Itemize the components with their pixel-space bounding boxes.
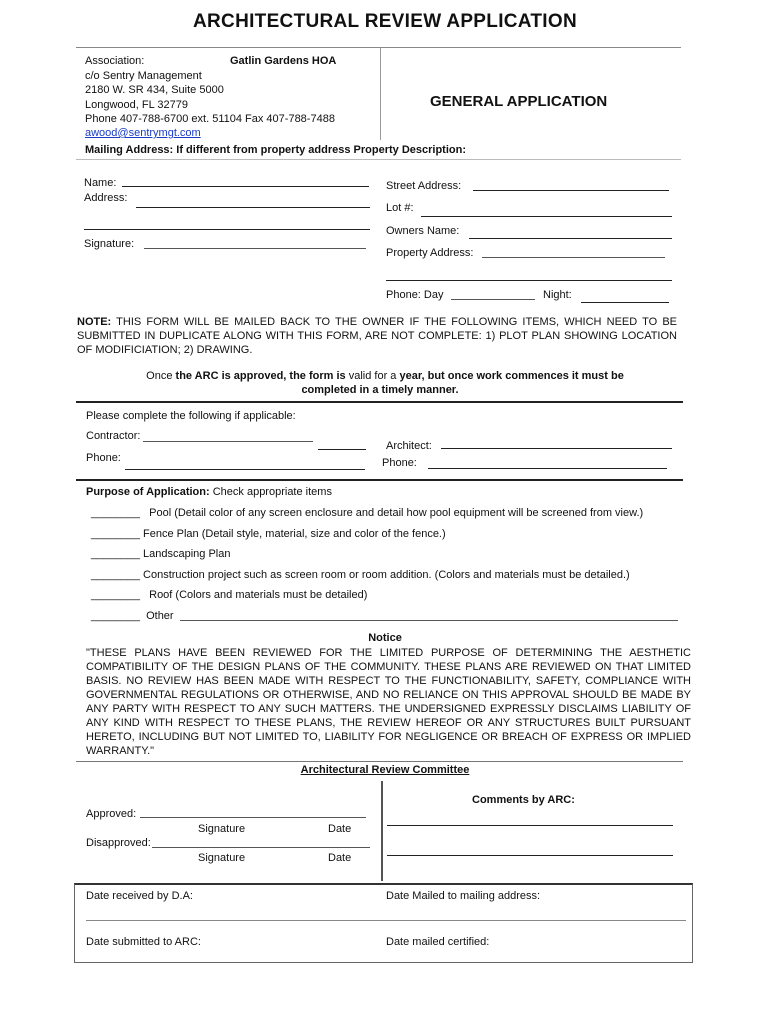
committee-title: Architectural Review Committee (300, 764, 470, 776)
architect-field[interactable] (441, 448, 672, 449)
association-email-link[interactable]: awood@sentrymgt.com (85, 127, 201, 139)
purpose-heading (86, 486, 332, 498)
architect-label: Architect: (386, 440, 432, 452)
name-field[interactable] (122, 186, 369, 187)
checkbox-blank[interactable]: ________ (91, 528, 140, 540)
name-label: Name: (84, 177, 117, 189)
contractor-phone-label: Phone: (86, 452, 121, 464)
purpose-hint: Check appropriate items (212, 486, 332, 498)
architect-phone-field[interactable] (428, 468, 667, 469)
note-paragraph (77, 315, 677, 357)
purpose-item-label: Pool (Detail color of any screen enclosure and detail how pool equipment will be screened from view.) (149, 507, 644, 519)
disapproved-signature-caption: Signature (198, 852, 246, 864)
property-address-label: Property Address: (386, 247, 474, 259)
date-submitted-label: Date submitted to ARC: (86, 936, 201, 948)
comments-label: Comments by ARC: (472, 794, 575, 806)
purpose-item-fence[interactable] (91, 528, 446, 540)
committee-divider (381, 781, 383, 881)
checkbox-blank[interactable]: ________ (91, 548, 140, 560)
purpose-top-rule (76, 479, 683, 481)
association-label: Association: (85, 55, 145, 67)
contractor-field-extension[interactable] (318, 449, 366, 450)
owners-name-label: Owners Name: (386, 225, 460, 237)
date-received-label: Date received by D.A: (86, 890, 193, 902)
general-application-heading: GENERAL APPLICATION (430, 93, 608, 110)
signature-label: Signature: (84, 238, 135, 250)
purpose-item-label: Roof (Colors and materials must be detailed) (149, 589, 368, 601)
disapproved-label: Disapproved: (86, 837, 151, 849)
arc-text-part: the ARC is approved, the form is (175, 370, 346, 382)
address-field-line-2[interactable] (84, 229, 370, 230)
lot-field[interactable] (421, 216, 672, 217)
disapproved-signature-field[interactable] (152, 847, 370, 848)
approved-date-caption: Date (328, 823, 352, 835)
committee-top-rule (76, 761, 683, 762)
phone-day-label: Phone: Day (386, 289, 444, 301)
arc-approved-line-2: completed in a timely manner. (301, 384, 459, 396)
purpose-item-label: Construction project such as screen room or room addition. (Colors and materials must be detailed.) (143, 569, 630, 581)
purpose-item-pool[interactable] (91, 507, 643, 519)
office-use-divider (86, 920, 686, 921)
contractor-top-rule (76, 401, 683, 403)
note-text: THIS FORM WILL BE MAILED BACK TO THE OWNER IF THE FOLLOWING ITEMS, WHICH NEED TO BE SUBMITTED IN DUPLICATE ALONG WITH THIS FORM, ARE NOT COMPLETE: 1) PLOT PLAN SHOWING LOCATION OF MODIFICIATION; 2) DRAWING. (77, 316, 677, 356)
arc-text-part: valid for a (345, 370, 400, 382)
mailing-address-header: Mailing Address: If different from property address Property Description: (85, 144, 466, 156)
architect-phone-label: Phone: (382, 457, 417, 469)
arc-text-part: year, but once work commences it must be (399, 370, 624, 382)
street-address-label: Street Address: (386, 180, 462, 192)
purpose-item-landscaping[interactable] (91, 548, 230, 560)
contractor-phone-field[interactable] (125, 469, 365, 470)
checkbox-blank[interactable]: ________ (91, 610, 140, 622)
purpose-item-other[interactable] (91, 610, 174, 622)
street-address-field[interactable] (473, 190, 669, 191)
purpose-item-label: Fence Plan (Detail style, material, size and color of the fence.) (143, 528, 446, 540)
contractor-field[interactable] (143, 441, 313, 442)
disapproved-date-caption: Date (328, 852, 352, 864)
property-address-field[interactable] (482, 257, 665, 258)
night-phone-field[interactable] (581, 302, 669, 303)
note-label: NOTE: (77, 316, 112, 328)
checkbox-blank[interactable]: ________ (91, 569, 140, 581)
night-label: Night: (543, 289, 572, 301)
association-name: Gatlin Gardens HOA (230, 55, 337, 67)
contractor-intro: Please complete the following if applicable: (86, 410, 296, 422)
arc-text-part: Once (146, 370, 176, 382)
header-divider (380, 48, 381, 140)
comments-field-line-1[interactable] (387, 825, 673, 826)
page-title: ARCHITECTURAL REVIEW APPLICATION (193, 11, 577, 32)
owners-name-field[interactable] (469, 238, 672, 239)
purpose-item-roof[interactable] (91, 589, 367, 601)
contractor-label: Contractor: (86, 430, 141, 442)
notice-title: Notice (368, 632, 402, 644)
mailing-divider (76, 159, 681, 160)
approved-label: Approved: (86, 808, 137, 820)
comments-field-line-2[interactable] (387, 855, 673, 856)
association-line: c/o Sentry Management (85, 70, 202, 82)
checkbox-blank[interactable]: ________ (91, 589, 140, 601)
date-certified-label: Date mailed certified: (386, 936, 490, 948)
checkbox-blank[interactable]: ________ (91, 507, 140, 519)
title-divider (76, 47, 681, 48)
purpose-label: Purpose of Application: (86, 486, 210, 498)
purpose-item-label: Other (146, 610, 174, 622)
approved-signature-field[interactable] (140, 817, 366, 818)
date-mailed-label: Date Mailed to mailing address: (386, 890, 541, 902)
address-field-line-1[interactable] (136, 207, 370, 208)
address-label: Address: (84, 192, 128, 204)
phone-day-field[interactable] (451, 299, 535, 300)
approved-signature-caption: Signature (198, 823, 246, 835)
signature-field[interactable] (144, 248, 366, 249)
purpose-item-construction[interactable] (91, 569, 630, 581)
purpose-item-label: Landscaping Plan (143, 548, 231, 560)
association-line: Longwood, FL 32779 (85, 99, 188, 111)
notice-text: "THESE PLANS HAVE BEEN REVIEWED FOR THE LIMITED PURPOSE OF DETERMINING THE AESTHETIC COMPATIBILITY OF THE DESIGN PLANS OF THE COMMUNITY. THESE PLANS ARE REVIEWED ON THAT LIMITED BASIS. NO REVIEW HAS BEEN MADE WITH RESPECT TO THE FUNCTIONABILITY, SAFETY, COMPLIANCE WITH GOVERNMENTAL REGULATIONS OR OTHERWISE, AND NO RELIANCE ON THIS APPROVAL SHOULD BE MADE BY ANY PARTY WITH RESPECT TO ANY SUCH MATTERS. THE UNDERSIGNED EXPRESSLY DISCLAIMS LIABILITY OF ANY KIND WITH RESPECT TO THESE PLANS, THE REVIEW HEREOF OR ANY STRUCTURES BUILT PURSUANT HERETO, INCLUDING BUT NOT LIMITED TO, LIABILITY FOR NEGLIGENCE OR BREACH OF EXPRESS OR IMPLIED WARRANTY." (86, 647, 691, 757)
other-description-field[interactable] (180, 620, 678, 621)
property-address-field-line-2[interactable] (386, 280, 672, 281)
lot-label: Lot #: (386, 202, 414, 214)
arc-approved-line-1 (0, 370, 770, 382)
association-line: Phone 407-788-6700 ext. 51104 Fax 407-788-7488 (85, 113, 335, 125)
association-line: 2180 W. SR 434, Suite 5000 (85, 84, 224, 96)
